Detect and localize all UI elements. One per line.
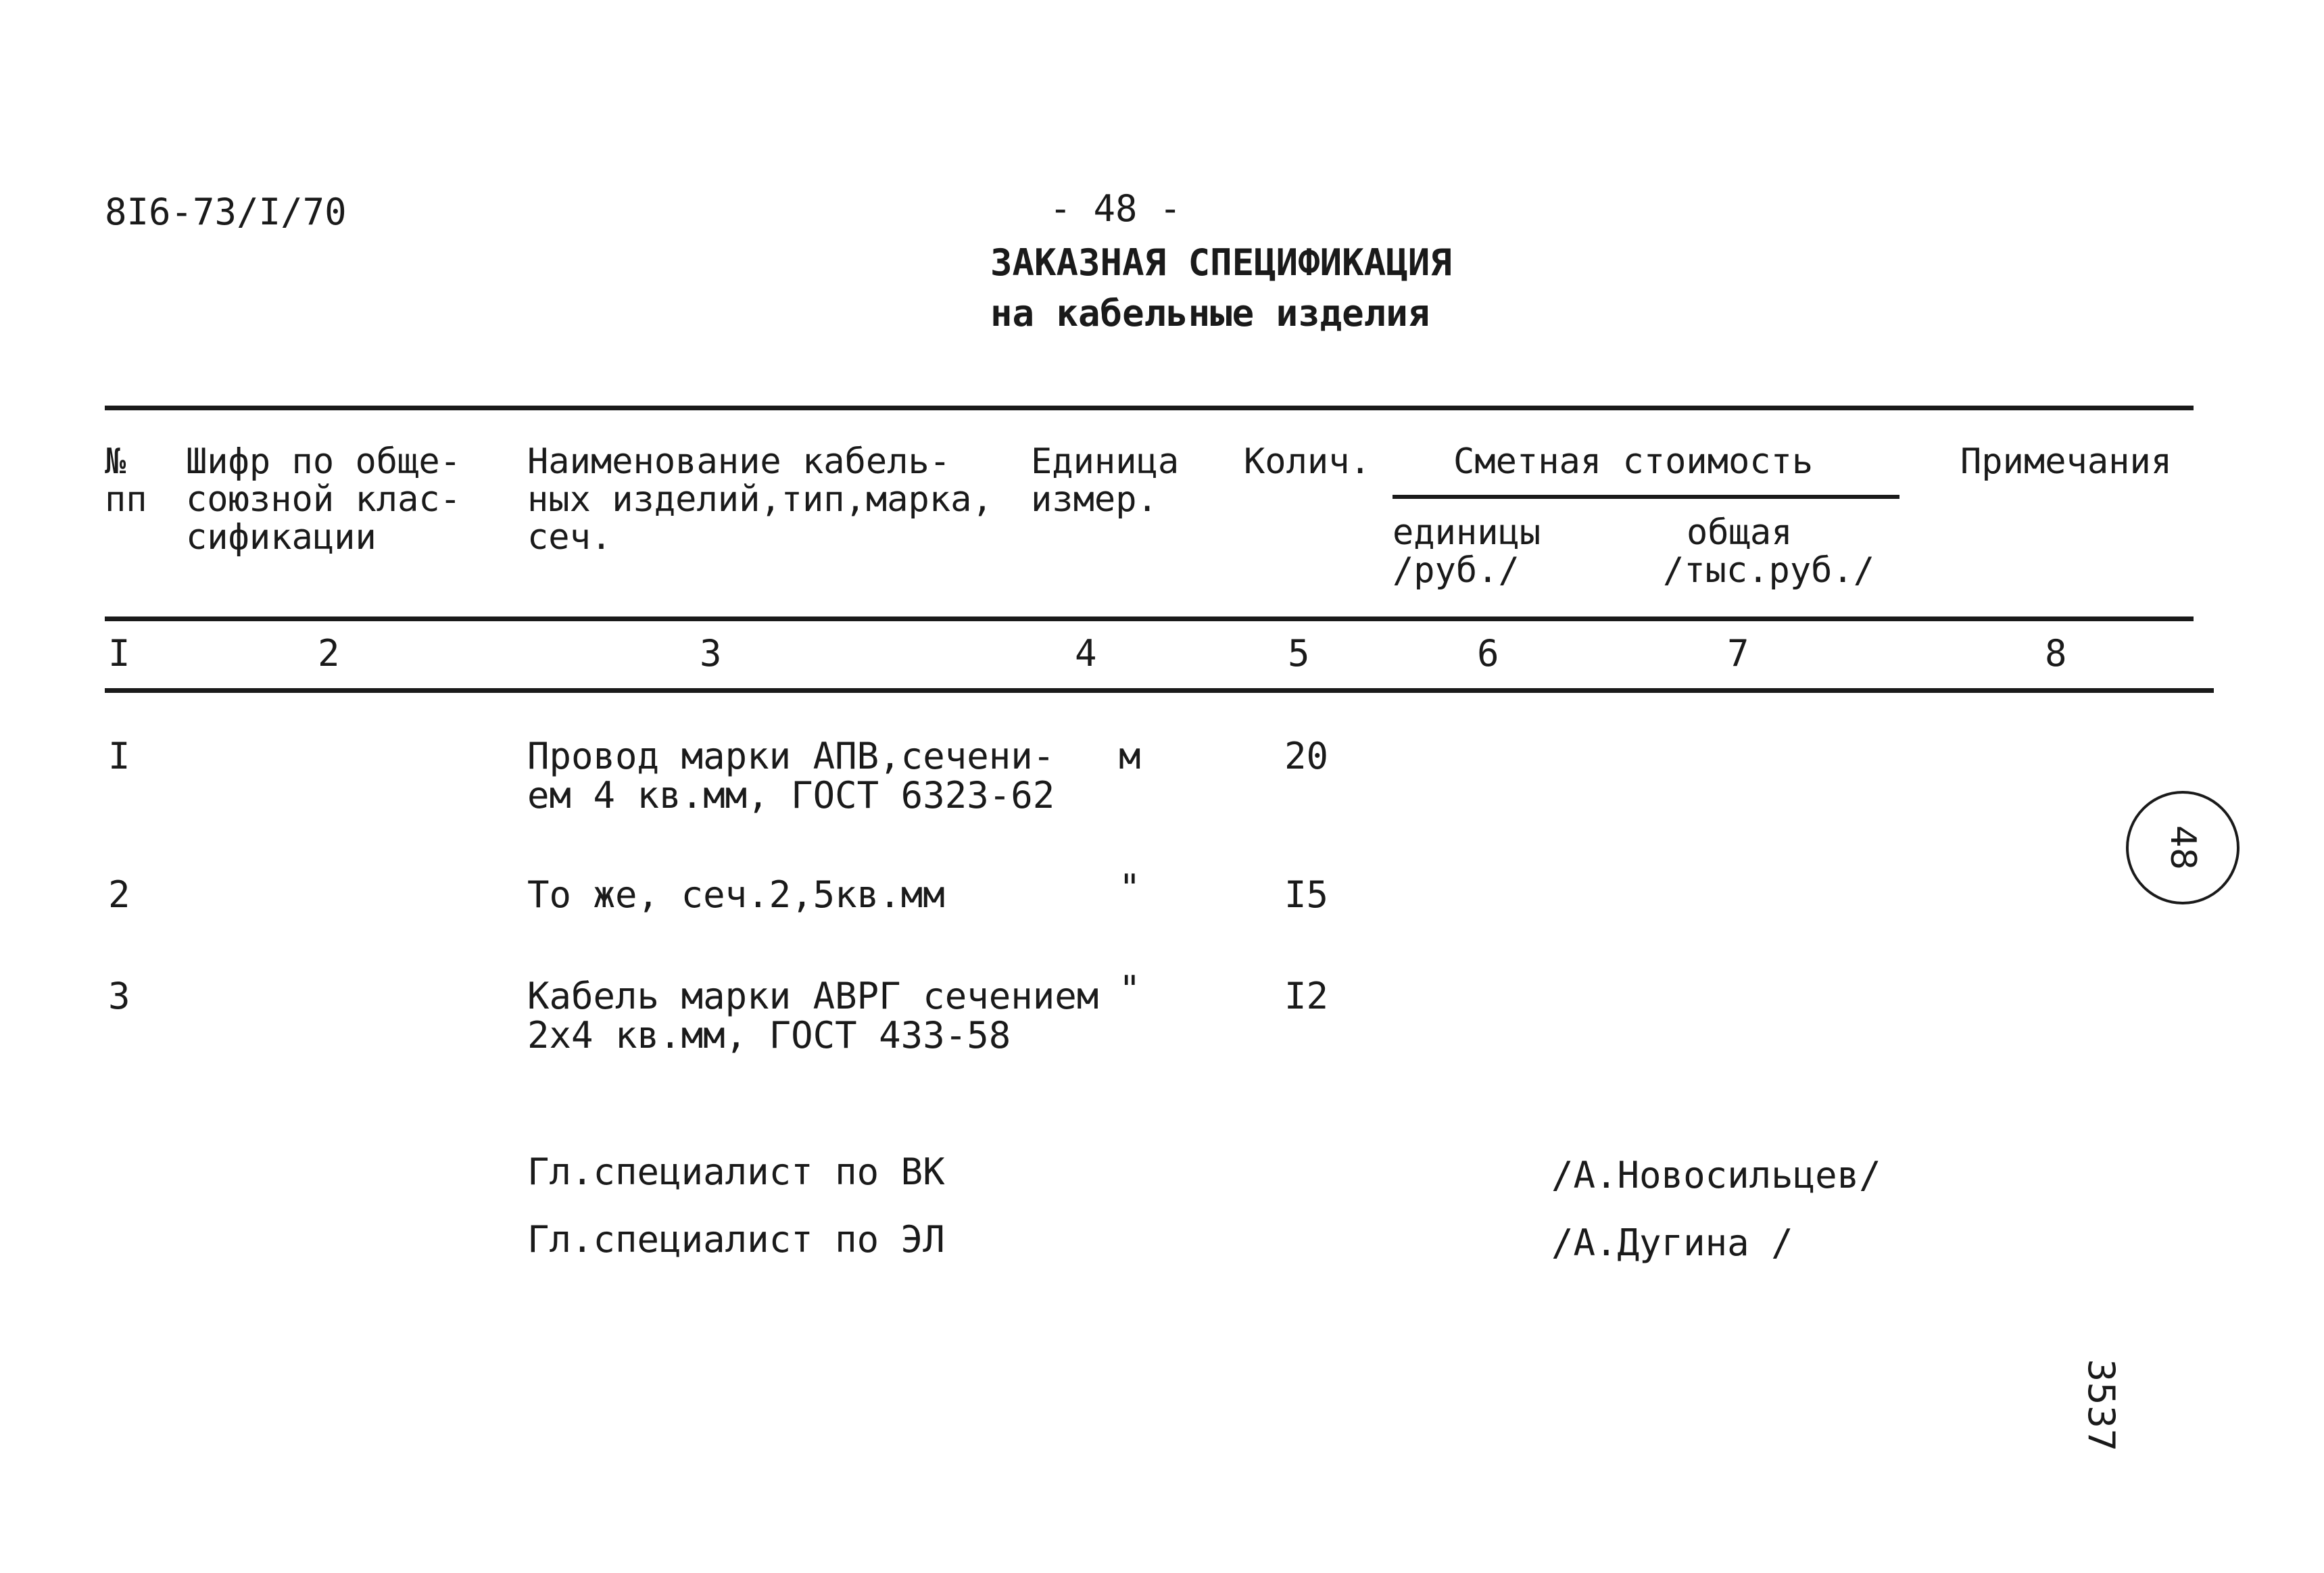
- page-stamp: [2126, 791, 2240, 904]
- stamp-text: 48: [2162, 825, 2203, 871]
- row-unit: ": [1119, 867, 1141, 909]
- column-number: 7: [1727, 632, 1749, 675]
- row-name: То же, сеч.2,5кв.мм: [527, 873, 945, 916]
- page-number: - 48 -: [1049, 187, 1182, 230]
- signature-role: Гл.специалист по ВК: [527, 1151, 945, 1193]
- column-number: 8: [2045, 632, 2067, 675]
- header-col-qty: Колич.: [1244, 441, 1371, 482]
- header-col-cost-unit: единицы /руб./: [1393, 512, 1541, 591]
- column-number: I: [108, 632, 130, 675]
- row-number: I: [108, 735, 130, 777]
- column-number: 4: [1075, 632, 1097, 675]
- signature-name: /А.Новосильцев/: [1551, 1154, 1881, 1196]
- header-cost-group: Сметная стоимость: [1453, 441, 1814, 482]
- column-number: 6: [1477, 632, 1499, 675]
- column-number: 5: [1288, 632, 1310, 675]
- column-numbers-rule: [105, 688, 2214, 693]
- header-col-notes: Примечания: [1960, 441, 2173, 482]
- header-col-unit: Единица измер.: [1031, 441, 1180, 520]
- row-qty: I2: [1284, 975, 1329, 1017]
- header-col-name: Наименование кабель- ных изделий,тип,марка, сеч.: [527, 441, 993, 558]
- row-unit: ": [1119, 968, 1141, 1011]
- side-archive-number: 3537: [2080, 1359, 2123, 1452]
- row-qty: I5: [1284, 873, 1329, 916]
- document-subtitle: на кабельные изделия: [990, 292, 1430, 335]
- row-unit: м: [1119, 735, 1141, 777]
- header-col-cost-total: общая /тыс.руб./: [1663, 512, 1875, 591]
- column-number: 2: [318, 632, 340, 675]
- row-number: 3: [108, 975, 130, 1017]
- signature-name: /А.Дугина /: [1551, 1221, 1793, 1264]
- column-number: 3: [700, 632, 722, 675]
- row-name: Кабель марки АВРГ сечением 2х4 кв.мм, ГОСТ 433-58: [527, 975, 1099, 1057]
- header-col-num: № пп: [105, 441, 147, 520]
- table-top-rule: [105, 406, 2194, 410]
- document-code: 8I6-73/I/70: [105, 191, 347, 233]
- signature-role: Гл.специалист по ЭЛ: [527, 1218, 945, 1261]
- row-number: 2: [108, 873, 130, 916]
- cost-group-rule: [1393, 495, 1899, 499]
- header-col-code: Шифр по обще- союзной клас- сификации: [186, 441, 461, 558]
- row-qty: 20: [1284, 735, 1329, 777]
- row-name: Провод марки АПВ,сечени- ем 4 кв.мм, ГОСТ 6323-62: [527, 735, 1055, 817]
- header-bottom-rule: [105, 616, 2194, 621]
- document-title: ЗАКАЗНАЯ СПЕЦИФИКАЦИЯ: [990, 241, 1452, 284]
